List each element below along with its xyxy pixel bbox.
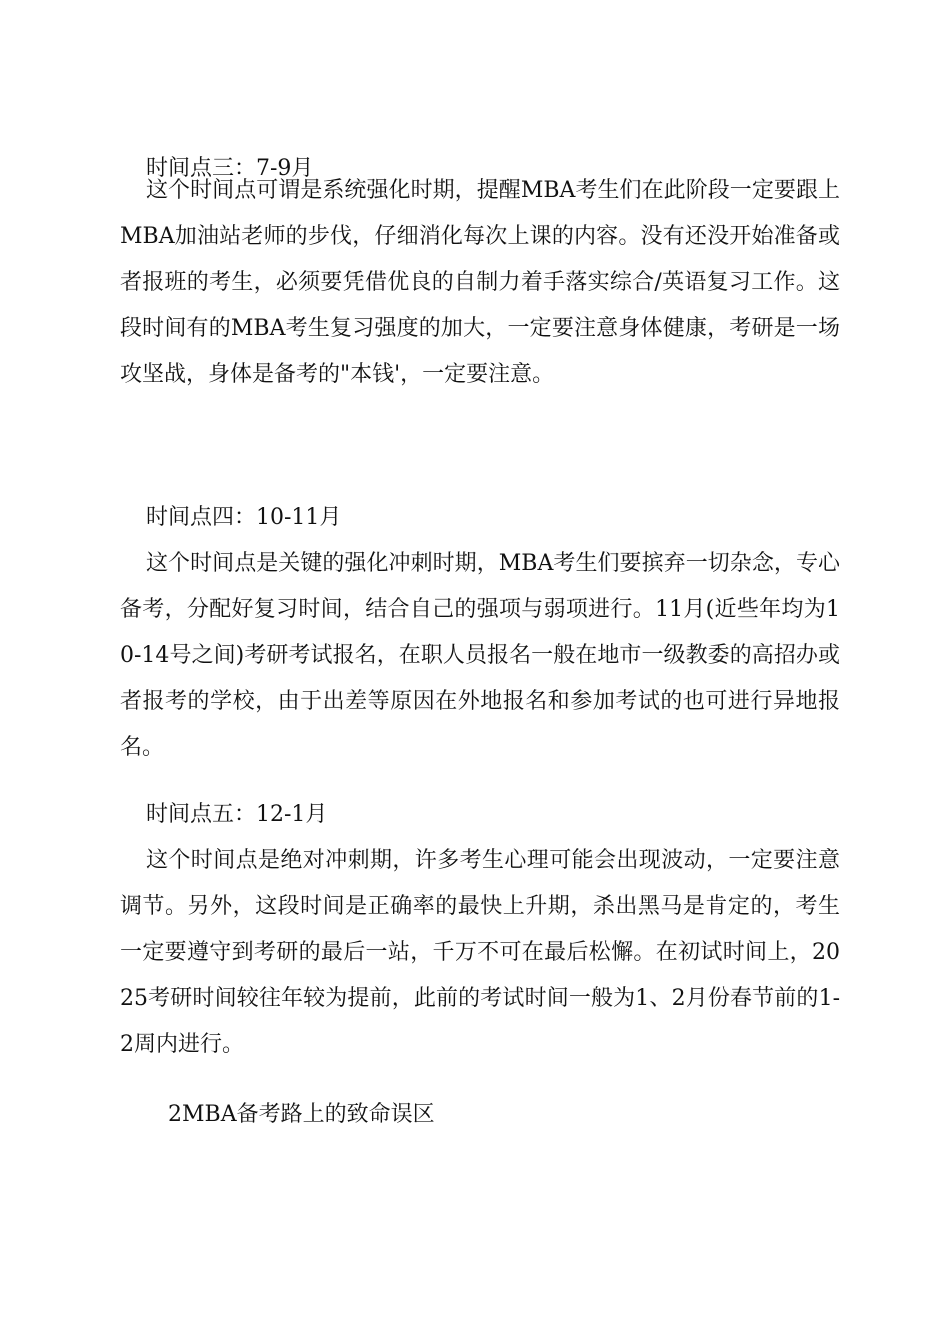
section-paragraph-time-point-5: 这个时间点是绝对冲刺期，许多考生心理可能会出现波动，一定要注意调节。另外，这段时间是正确率的最快上升期，杀出黑马是肯定的，考生一定要遵守到考研的最后一站，千万不可在最后松懈。在初试时间上，2025考研时间较往年较为提前，此前的考试时间一般为1、2月份春节前的1-2周内进行。 <box>120 848 840 1057</box>
next-section-title: 2MBA备考路上的致命误区 <box>168 1102 435 1127</box>
section-heading-time-point-3: 时间点三：7-9月 <box>146 156 314 181</box>
section-heading-time-point-5: 时间点五：12-1月 <box>146 802 328 827</box>
section-paragraph-time-point-3: 这个时间点可谓是系统强化时期，提醒MBA考生们在此阶段一定要跟上MBA加油站老师的步伐，仔细消化每次上课的内容。没有还没开始准备或者报班的考生，必须要凭借优良的自制力着手落实综合/英语复习工作。这段时间有的MBA考生复习强度的加大，一定要注意身体健康，考研是一场攻坚战，身体是备考的"本钱'，一定要注意。 <box>120 178 840 387</box>
section-heading-time-point-4: 时间点四：10-11月 <box>146 505 342 530</box>
section-paragraph-time-point-4: 这个时间点是关键的强化冲刺时期，MBA考生们要摈弃一切杂念，专心备考，分配好复习时间，结合自己的强项与弱项进行。11月(近些年均为10-14号之间)考研考试报名，在职人员报名一般在地市一级教委的高招办或者报考的学校，由于出差等原因在外地报名和参加考试的也可进行异地报名。 <box>120 551 840 760</box>
